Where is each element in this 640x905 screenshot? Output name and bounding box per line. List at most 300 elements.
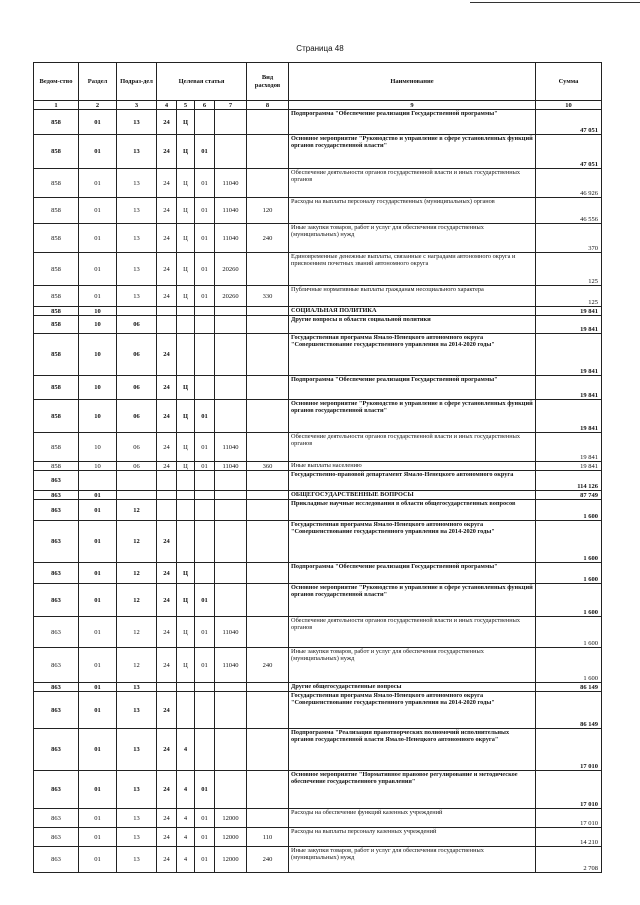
col-num: 4: [157, 101, 177, 110]
name-cell: Другие общегосударственные вопросы: [289, 683, 536, 692]
program-code-cell: 24: [157, 334, 177, 376]
program-code-cell: 24: [157, 433, 177, 462]
sum-cell: 1 600: [536, 521, 602, 563]
vedomstvo-cell: 858: [34, 307, 79, 316]
razdel-cell: 10: [79, 462, 117, 471]
podrazdel-cell: 13: [117, 253, 157, 286]
subprogram-code-cell: Ц: [177, 462, 195, 471]
table-row: [34, 521, 602, 563]
podrazdel-cell: 13: [117, 169, 157, 198]
program-code-cell: 24: [157, 253, 177, 286]
sum-cell: 14 210: [536, 828, 602, 847]
event-code-cell: [195, 521, 215, 563]
event-code-cell: [195, 376, 215, 400]
podrazdel-cell: 06: [117, 433, 157, 462]
table-row: [34, 462, 602, 471]
name-cell: Основное мероприятие "Руководство и управление в сфере установленных функций органов государственной власти": [289, 584, 536, 617]
podrazdel-cell: 13: [117, 198, 157, 224]
name-cell: Другие вопросы в области социальной политики: [289, 316, 536, 334]
expense-type-cell: [247, 334, 289, 376]
table-row: [34, 648, 602, 683]
podrazdel-cell: 12: [117, 648, 157, 683]
scan-edge-line: [470, 2, 640, 3]
podrazdel-cell: 13: [117, 729, 157, 771]
direction-code-cell: [215, 376, 247, 400]
expense-type-cell: [247, 433, 289, 462]
vedomstvo-cell: 863: [34, 771, 79, 809]
col-num: 6: [195, 101, 215, 110]
podrazdel-cell: 06: [117, 400, 157, 433]
direction-code-cell: 12000: [215, 809, 247, 828]
subprogram-code-cell: 4: [177, 729, 195, 771]
vedomstvo-cell: 863: [34, 500, 79, 521]
razdel-cell: 01: [79, 169, 117, 198]
name-cell: Основное мероприятие "Нормативное правовое регулирование и методическое обеспечение государственного управления": [289, 771, 536, 809]
event-code-cell: 01: [195, 198, 215, 224]
table-row: [34, 584, 602, 617]
table-row: [34, 471, 602, 491]
table-body: [34, 110, 602, 873]
sum-cell: 19 841: [536, 307, 602, 316]
header-naimenovanie: Наименование: [289, 63, 536, 101]
event-code-cell: 01: [195, 584, 215, 617]
name-cell: Иные закупки товаров, работ и услуг для обеспечения государственных (муниципальных) нужд: [289, 224, 536, 253]
event-code-cell: 01: [195, 169, 215, 198]
program-code-cell: 24: [157, 462, 177, 471]
sum-cell: 47 051: [536, 110, 602, 135]
podrazdel-cell: [117, 491, 157, 500]
expense-type-cell: [247, 729, 289, 771]
razdel-cell: 01: [79, 683, 117, 692]
sum-cell: 1 600: [536, 617, 602, 648]
subprogram-code-cell: [177, 316, 195, 334]
podrazdel-cell: 13: [117, 692, 157, 729]
event-code-cell: 01: [195, 462, 215, 471]
vedomstvo-cell: 858: [34, 400, 79, 433]
vedomstvo-cell: 863: [34, 563, 79, 584]
subprogram-code-cell: [177, 307, 195, 316]
razdel-cell: 01: [79, 563, 117, 584]
program-code-cell: [157, 316, 177, 334]
vedomstvo-cell: 858: [34, 286, 79, 307]
vedomstvo-cell: 863: [34, 692, 79, 729]
direction-code-cell: 11040: [215, 648, 247, 683]
podrazdel-cell: 06: [117, 376, 157, 400]
direction-code-cell: [215, 500, 247, 521]
col-num: 8: [247, 101, 289, 110]
direction-code-cell: [215, 521, 247, 563]
expense-type-cell: [247, 500, 289, 521]
event-code-cell: [195, 500, 215, 521]
subprogram-code-cell: [177, 692, 195, 729]
direction-code-cell: [215, 692, 247, 729]
sum-cell: 1 600: [536, 500, 602, 521]
name-cell: Государственно-правовой департамент Ямало-Ненецкого автономного округа: [289, 471, 536, 491]
razdel-cell: 01: [79, 286, 117, 307]
sum-cell: 114 126: [536, 471, 602, 491]
razdel-cell: 10: [79, 316, 117, 334]
event-code-cell: 01: [195, 400, 215, 433]
expense-type-cell: 120: [247, 198, 289, 224]
razdel-cell: 01: [79, 828, 117, 847]
podrazdel-cell: 06: [117, 316, 157, 334]
subprogram-code-cell: Ц: [177, 584, 195, 617]
column-number-row: [34, 101, 602, 110]
podrazdel-cell: 13: [117, 683, 157, 692]
razdel-cell: 01: [79, 692, 117, 729]
table-row: [34, 809, 602, 828]
expense-type-cell: [247, 617, 289, 648]
vedomstvo-cell: 858: [34, 433, 79, 462]
program-code-cell: 24: [157, 584, 177, 617]
sum-cell: 19 841: [536, 400, 602, 433]
direction-code-cell: [215, 334, 247, 376]
program-code-cell: 24: [157, 286, 177, 307]
sum-cell: 125: [536, 253, 602, 286]
name-cell: Обеспечение деятельности органов государственной власти и иных государственных органов: [289, 169, 536, 198]
podrazdel-cell: 12: [117, 563, 157, 584]
table-row: [34, 334, 602, 376]
expense-type-cell: [247, 376, 289, 400]
sum-cell: 87 749: [536, 491, 602, 500]
sum-cell: 17 010: [536, 729, 602, 771]
program-code-cell: 24: [157, 376, 177, 400]
subprogram-code-cell: [177, 491, 195, 500]
program-code-cell: 24: [157, 521, 177, 563]
name-cell: Подпрограмма "Обеспечение реализации Государственной программы": [289, 110, 536, 135]
podrazdel-cell: 13: [117, 135, 157, 169]
name-cell: Основное мероприятие "Руководство и управление в сфере установленных функций органов государственной власти": [289, 400, 536, 433]
event-code-cell: 01: [195, 253, 215, 286]
vedomstvo-cell: 858: [34, 253, 79, 286]
subprogram-code-cell: Ц: [177, 617, 195, 648]
razdel-cell: 01: [79, 584, 117, 617]
subprogram-code-cell: Ц: [177, 376, 195, 400]
subprogram-code-cell: 4: [177, 847, 195, 873]
event-code-cell: 01: [195, 135, 215, 169]
table-row: [34, 771, 602, 809]
event-code-cell: 01: [195, 224, 215, 253]
program-code-cell: 24: [157, 809, 177, 828]
name-cell: Прикладные научные исследования в области общегосударственных вопросов: [289, 500, 536, 521]
name-cell: Государственная программа Ямало-Ненецкого автономного округа "Совершенствование государственного управления на 2014-2020 годы": [289, 692, 536, 729]
sum-cell: 19 841: [536, 316, 602, 334]
subprogram-code-cell: [177, 334, 195, 376]
razdel-cell: 01: [79, 500, 117, 521]
table-row: [34, 400, 602, 433]
sum-cell: 19 841: [536, 334, 602, 376]
direction-code-cell: 11040: [215, 617, 247, 648]
sum-cell: 86 149: [536, 683, 602, 692]
event-code-cell: 01: [195, 617, 215, 648]
name-cell: Обеспечение деятельности органов государственной власти и иных государственных органов: [289, 617, 536, 648]
event-code-cell: [195, 563, 215, 584]
sum-cell: 1 600: [536, 584, 602, 617]
direction-code-cell: 11040: [215, 169, 247, 198]
program-code-cell: 24: [157, 729, 177, 771]
vedomstvo-cell: 863: [34, 683, 79, 692]
subprogram-code-cell: Ц: [177, 563, 195, 584]
event-code-cell: 01: [195, 828, 215, 847]
razdel-cell: 01: [79, 729, 117, 771]
podrazdel-cell: 12: [117, 617, 157, 648]
program-code-cell: 24: [157, 847, 177, 873]
table-row: [34, 307, 602, 316]
event-code-cell: [195, 316, 215, 334]
sum-cell: 47 051: [536, 135, 602, 169]
direction-code-cell: 12000: [215, 828, 247, 847]
podrazdel-cell: [117, 471, 157, 491]
vedomstvo-cell: 858: [34, 135, 79, 169]
table-row: [34, 491, 602, 500]
sum-cell: 19 841: [536, 376, 602, 400]
vedomstvo-cell: 858: [34, 224, 79, 253]
name-cell: Основное мероприятие "Руководство и управление в сфере установленных функций органов государственной власти": [289, 135, 536, 169]
program-code-cell: 24: [157, 110, 177, 135]
col-num: 1: [34, 101, 79, 110]
header-summa: Сумма: [536, 63, 602, 101]
sum-cell: 46 926: [536, 169, 602, 198]
razdel-cell: 01: [79, 491, 117, 500]
program-code-cell: 24: [157, 400, 177, 433]
header-podrazdel: Подраз-дел: [117, 63, 157, 101]
podrazdel-cell: 06: [117, 462, 157, 471]
expense-type-cell: [247, 169, 289, 198]
razdel-cell: 01: [79, 617, 117, 648]
program-code-cell: 24: [157, 135, 177, 169]
sum-cell: 125: [536, 286, 602, 307]
expense-type-cell: 240: [247, 224, 289, 253]
razdel-cell: 10: [79, 334, 117, 376]
expense-type-cell: [247, 584, 289, 617]
table-row: [34, 692, 602, 729]
podrazdel-cell: 13: [117, 771, 157, 809]
direction-code-cell: [215, 135, 247, 169]
name-cell: Иные закупки товаров, работ и услуг для обеспечения государственных (муниципальных) нужд: [289, 648, 536, 683]
vedomstvo-cell: 858: [34, 169, 79, 198]
razdel-cell: 01: [79, 253, 117, 286]
razdel-cell: 01: [79, 521, 117, 563]
header-row: [34, 63, 602, 101]
table-row: [34, 224, 602, 253]
vedomstvo-cell: 858: [34, 376, 79, 400]
sum-cell: 19 841: [536, 462, 602, 471]
page-number: Страница 48: [296, 44, 344, 53]
sum-cell: 17 010: [536, 771, 602, 809]
program-code-cell: 24: [157, 648, 177, 683]
expense-type-cell: [247, 491, 289, 500]
sum-cell: 370: [536, 224, 602, 253]
col-num: 2: [79, 101, 117, 110]
sum-cell: 1 600: [536, 648, 602, 683]
sum-cell: 17 010: [536, 809, 602, 828]
direction-code-cell: 20260: [215, 286, 247, 307]
table-row: [34, 847, 602, 873]
expense-type-cell: 240: [247, 648, 289, 683]
subprogram-code-cell: Ц: [177, 286, 195, 307]
direction-code-cell: 11040: [215, 462, 247, 471]
direction-code-cell: 11040: [215, 433, 247, 462]
subprogram-code-cell: [177, 471, 195, 491]
direction-code-cell: [215, 771, 247, 809]
event-code-cell: 01: [195, 809, 215, 828]
name-cell: Иные выплаты населению: [289, 462, 536, 471]
expense-type-cell: 360: [247, 462, 289, 471]
name-cell: СОЦИАЛЬНАЯ ПОЛИТИКА: [289, 307, 536, 316]
vedomstvo-cell: 863: [34, 847, 79, 873]
table-row: [34, 110, 602, 135]
table-row: [34, 253, 602, 286]
subprogram-code-cell: Ц: [177, 400, 195, 433]
sum-cell: 86 149: [536, 692, 602, 729]
direction-code-cell: 11040: [215, 224, 247, 253]
event-code-cell: [195, 307, 215, 316]
direction-code-cell: [215, 683, 247, 692]
event-code-cell: 01: [195, 847, 215, 873]
direction-code-cell: [215, 110, 247, 135]
expense-type-cell: [247, 683, 289, 692]
table-row: [34, 563, 602, 584]
expense-type-cell: 110: [247, 828, 289, 847]
subprogram-code-cell: [177, 683, 195, 692]
header-vedomstvo: Ведом-ство: [34, 63, 79, 101]
razdel-cell: 10: [79, 433, 117, 462]
razdel-cell: 01: [79, 110, 117, 135]
program-code-cell: [157, 683, 177, 692]
subprogram-code-cell: Ц: [177, 169, 195, 198]
direction-code-cell: [215, 729, 247, 771]
subprogram-code-cell: [177, 500, 195, 521]
expense-type-cell: [247, 135, 289, 169]
program-code-cell: [157, 500, 177, 521]
direction-code-cell: 12000: [215, 847, 247, 873]
expense-type-cell: [247, 400, 289, 433]
expense-type-cell: [247, 307, 289, 316]
event-code-cell: [195, 334, 215, 376]
vedomstvo-cell: 863: [34, 729, 79, 771]
name-cell: ОБЩЕГОСУДАРСТВЕННЫЕ ВОПРОСЫ: [289, 491, 536, 500]
table-row: [34, 500, 602, 521]
name-cell: Иные закупки товаров, работ и услуг для обеспечения государственных (муниципальных) нужд: [289, 847, 536, 873]
subprogram-code-cell: [177, 521, 195, 563]
name-cell: Государственная программа Ямало-Ненецкого автономного округа "Совершенствование государственного управления на 2014-2020 годы": [289, 334, 536, 376]
expense-type-cell: [247, 809, 289, 828]
razdel-cell: 10: [79, 376, 117, 400]
name-cell: Государственная программа Ямало-Ненецкого автономного округа "Совершенствование государственного управления на 2014-2020 годы": [289, 521, 536, 563]
table-row: [34, 286, 602, 307]
program-code-cell: 24: [157, 198, 177, 224]
table-row: [34, 135, 602, 169]
name-cell: Публичные нормативные выплаты гражданам несоциального характера: [289, 286, 536, 307]
subprogram-code-cell: Ц: [177, 110, 195, 135]
subprogram-code-cell: Ц: [177, 135, 195, 169]
table-row: [34, 376, 602, 400]
event-code-cell: [195, 692, 215, 729]
razdel-cell: 10: [79, 307, 117, 316]
expense-type-cell: [247, 692, 289, 729]
expense-type-cell: [247, 316, 289, 334]
header-razdel: Раздел: [79, 63, 117, 101]
table-row: [34, 729, 602, 771]
name-cell: Подпрограмма "Реализация правотворческих полномочий исполнительных органов государственной власти Ямало-Ненецкого автономного округа": [289, 729, 536, 771]
razdel-cell: [79, 471, 117, 491]
expense-type-cell: [247, 110, 289, 135]
direction-code-cell: [215, 400, 247, 433]
podrazdel-cell: 13: [117, 286, 157, 307]
event-code-cell: [195, 729, 215, 771]
podrazdel-cell: 13: [117, 224, 157, 253]
subprogram-code-cell: Ц: [177, 198, 195, 224]
col-num: 9: [289, 101, 536, 110]
razdel-cell: 01: [79, 135, 117, 169]
direction-code-cell: [215, 471, 247, 491]
table-row: [34, 683, 602, 692]
vedomstvo-cell: 863: [34, 648, 79, 683]
program-code-cell: 24: [157, 169, 177, 198]
event-code-cell: 01: [195, 771, 215, 809]
expense-type-cell: [247, 771, 289, 809]
vedomstvo-cell: 863: [34, 809, 79, 828]
vedomstvo-cell: 863: [34, 491, 79, 500]
program-code-cell: 24: [157, 828, 177, 847]
name-cell: Подпрограмма "Обеспечение реализации Государственной программы": [289, 376, 536, 400]
table-row: [34, 433, 602, 462]
razdel-cell: 01: [79, 648, 117, 683]
program-code-cell: 24: [157, 617, 177, 648]
podrazdel-cell: [117, 307, 157, 316]
name-cell: Единовременные денежные выплаты, связанные с наградами автономного округа и присвоением почетных званий автономного округа: [289, 253, 536, 286]
podrazdel-cell: 12: [117, 584, 157, 617]
budget-table: [33, 62, 602, 873]
sum-cell: 1 600: [536, 563, 602, 584]
razdel-cell: 01: [79, 809, 117, 828]
event-code-cell: 01: [195, 433, 215, 462]
podrazdel-cell: 12: [117, 500, 157, 521]
header-vid-raskhodov: Вид расходов: [247, 63, 289, 101]
table-row: [34, 198, 602, 224]
table-row: [34, 828, 602, 847]
event-code-cell: [195, 471, 215, 491]
name-cell: Обеспечение деятельности органов государственной власти и иных государственных органов: [289, 433, 536, 462]
vedomstvo-cell: 858: [34, 334, 79, 376]
razdel-cell: 01: [79, 198, 117, 224]
name-cell: Расходы на обеспечение функций казенных учреждений: [289, 809, 536, 828]
name-cell: Расходы на выплаты персоналу государственных (муниципальных) органов: [289, 198, 536, 224]
expense-type-cell: [247, 521, 289, 563]
col-num: 5: [177, 101, 195, 110]
sum-cell: 2 708: [536, 847, 602, 873]
col-num: 3: [117, 101, 157, 110]
podrazdel-cell: 13: [117, 847, 157, 873]
program-code-cell: [157, 307, 177, 316]
table-row: [34, 169, 602, 198]
direction-code-cell: [215, 307, 247, 316]
vedomstvo-cell: 858: [34, 462, 79, 471]
subprogram-code-cell: Ц: [177, 648, 195, 683]
direction-code-cell: [215, 316, 247, 334]
name-cell: Подпрограмма "Обеспечение реализации Государственной программы": [289, 563, 536, 584]
table-row: [34, 617, 602, 648]
podrazdel-cell: 13: [117, 828, 157, 847]
program-code-cell: 24: [157, 692, 177, 729]
program-code-cell: [157, 491, 177, 500]
direction-code-cell: [215, 584, 247, 617]
vedomstvo-cell: 858: [34, 316, 79, 334]
program-code-cell: [157, 471, 177, 491]
col-num: 10: [536, 101, 602, 110]
direction-code-cell: [215, 491, 247, 500]
program-code-cell: 24: [157, 771, 177, 809]
